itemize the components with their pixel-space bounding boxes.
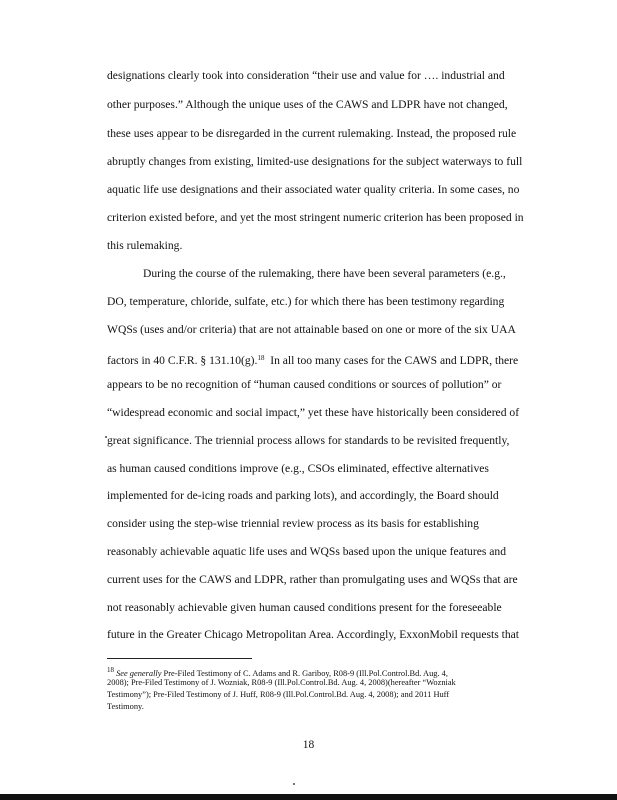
body-line: great significance. The triennial process allows for standards to be revisited frequently,	[107, 434, 510, 447]
body-line: other purposes.” Although the unique uses of the CAWS and LDPR have not changed,	[107, 98, 508, 111]
footnote-line: 2008); Pre-Filed Testimony of J. Wozniak, R08-9 (Ill.Pol.Control.Bd. Aug. 4, 2008)(hereafter “Wozniak	[107, 678, 456, 687]
body-line: these uses appear to be disregarded in the current rulemaking. Instead, the proposed rule	[107, 127, 517, 140]
body-line: abruptly changes from existing, limited-use designations for the subject waterways to full	[107, 155, 523, 168]
body-line: as human caused conditions improve (e.g., CSOs eliminated, effective alternatives	[107, 462, 489, 475]
body-line-text: In all too many cases for the CAWS and LDPR, there	[270, 354, 519, 367]
page-number: 18	[302, 739, 315, 751]
body-line: WQSs (uses and/or criteria) that are not attainable based on one or more of the six UAA	[107, 323, 516, 336]
body-line: criterion existed before, and yet the most stringent numeric criterion has been proposed in	[107, 211, 524, 224]
body-line: this rulemaking.	[107, 239, 183, 252]
body-line: reasonably achievable aquatic life uses and WQSs based upon the unique features and	[107, 545, 506, 558]
body-line: implemented for de-icing roads and parking lots), and accordingly, the Board should	[107, 489, 499, 502]
body-line: DO, temperature, chloride, sulfate, etc.) for which there has been testimony regarding	[107, 295, 505, 308]
footnote-divider	[107, 658, 252, 659]
footnote-line: Testimony.	[107, 702, 144, 711]
body-line: “widespread economic and social impact,” yet these have historically been considered of	[107, 406, 520, 419]
scan-bottom-edge	[0, 794, 617, 800]
body-line-with-footnote-ref	[107, 351, 518, 368]
body-line-indented: During the course of the rulemaking, there have been several parameters (e.g.,	[143, 267, 506, 280]
body-line: aquatic life use designations and their associated water quality criteria. In some cases, no	[107, 183, 520, 196]
body-line: consider using the step-wise triennial review process as its basis for establishing	[107, 517, 479, 530]
scan-speck	[105, 436, 107, 438]
body-line-text: factors in 40 C.F.R. § 131.10(g).	[107, 354, 258, 367]
body-line: not reasonably achievable given human caused conditions present for the foreseeable	[107, 601, 502, 614]
footnote-line: Testimony”); Pre-Filed Testimony of J. Huff, R08-9 (Ill.Pol.Control.Bd. Aug. 4, 2008); and 2011 Huff	[107, 690, 450, 699]
body-line: designations clearly took into consideration “their use and value for …. industrial and	[107, 69, 505, 82]
scan-speck	[293, 783, 295, 785]
body-line: future in the Greater Chicago Metropolitan Area. Accordingly, ExxonMobil requests that	[107, 628, 520, 641]
footnote-text: Pre-Filed Testimony of C. Adams and R. Gariboy, R08-9 (Ill.Pol.Control.Bd. Aug. 4,	[161, 669, 448, 678]
body-line: current uses for the CAWS and LDPR, rather than promulgating uses and WQSs that are	[107, 573, 518, 586]
footnote-number: 18	[107, 666, 114, 674]
footnote-signal: See generally	[116, 669, 162, 678]
body-line: appears to be no recognition of “human caused conditions or sources of pollution” or	[107, 378, 502, 391]
footnote-reference: 18	[257, 354, 265, 362]
